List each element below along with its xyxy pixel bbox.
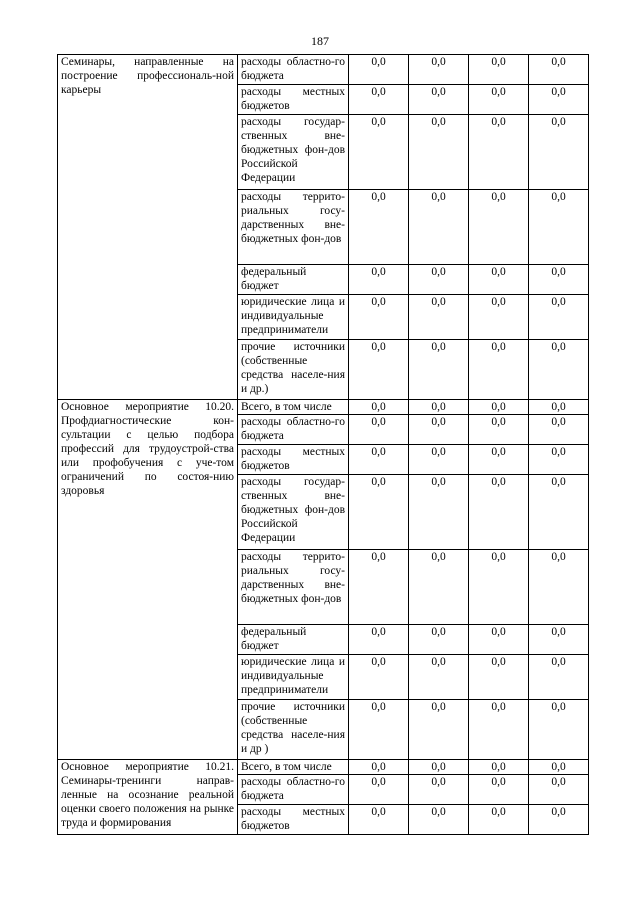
value-cell: 0,0	[469, 55, 529, 85]
value-cell: 0,0	[469, 760, 529, 775]
value-cell: 0,0	[349, 445, 409, 475]
value-cell: 0,0	[469, 445, 529, 475]
source-cell: расходы областно-го бюджета	[238, 415, 349, 445]
value-cell: 0,0	[349, 805, 409, 835]
value-cell: 0,0	[529, 295, 589, 340]
value-cell: 0,0	[469, 190, 529, 265]
source-cell: расходы областно-го бюджета	[238, 775, 349, 805]
value-cell: 0,0	[529, 340, 589, 400]
value-cell: 0,0	[349, 85, 409, 115]
value-cell: 0,0	[529, 265, 589, 295]
value-cell: 0,0	[409, 415, 469, 445]
value-cell: 0,0	[469, 400, 529, 415]
value-cell: 0,0	[469, 415, 529, 445]
value-cell: 0,0	[529, 775, 589, 805]
value-cell: 0,0	[469, 805, 529, 835]
source-cell: юридические лица и индивидуальные предприниматели	[238, 295, 349, 340]
value-cell: 0,0	[349, 115, 409, 190]
value-cell: 0,0	[349, 295, 409, 340]
value-cell: 0,0	[409, 190, 469, 265]
value-cell: 0,0	[409, 340, 469, 400]
value-cell: 0,0	[529, 760, 589, 775]
value-cell: 0,0	[409, 655, 469, 700]
value-cell: 0,0	[349, 700, 409, 760]
table-row	[58, 760, 589, 775]
value-cell: 0,0	[469, 115, 529, 190]
value-cell: 0,0	[409, 625, 469, 655]
table-row	[58, 400, 589, 415]
measure-cell: Основное мероприятие 10.20. Профдиагностические кон-сультации с целью подбора профессий для трудоустрой-ства или профобучения с уче-том ограничений по состоя-нию здоровья	[58, 400, 238, 760]
value-cell: 0,0	[349, 625, 409, 655]
value-cell: 0,0	[409, 400, 469, 415]
value-cell: 0,0	[529, 625, 589, 655]
value-cell: 0,0	[469, 340, 529, 400]
value-cell: 0,0	[409, 115, 469, 190]
value-cell: 0,0	[349, 655, 409, 700]
source-cell: федеральный бюджет	[238, 265, 349, 295]
value-cell: 0,0	[469, 265, 529, 295]
value-cell: 0,0	[529, 550, 589, 625]
value-cell: 0,0	[469, 655, 529, 700]
value-cell: 0,0	[529, 115, 589, 190]
value-cell: 0,0	[349, 415, 409, 445]
source-cell: Всего, в том числе	[238, 400, 349, 415]
value-cell: 0,0	[529, 655, 589, 700]
value-cell: 0,0	[349, 340, 409, 400]
value-cell: 0,0	[409, 550, 469, 625]
value-cell: 0,0	[409, 85, 469, 115]
source-cell: федеральный бюджет	[238, 625, 349, 655]
value-cell: 0,0	[409, 55, 469, 85]
value-cell: 0,0	[529, 445, 589, 475]
source-cell: расходы террито-риальных госу-дарственных вне-бюджетных фон-дов	[238, 550, 349, 625]
value-cell: 0,0	[349, 265, 409, 295]
value-cell: 0,0	[529, 700, 589, 760]
value-cell: 0,0	[409, 700, 469, 760]
value-cell: 0,0	[409, 760, 469, 775]
value-cell: 0,0	[409, 475, 469, 550]
value-cell: 0,0	[469, 295, 529, 340]
value-cell: 0,0	[349, 550, 409, 625]
page-number: 187	[311, 34, 329, 48]
value-cell: 0,0	[409, 295, 469, 340]
value-cell: 0,0	[409, 805, 469, 835]
value-cell: 0,0	[529, 400, 589, 415]
source-cell: прочие источники (собственные средства населе-ния и др )	[238, 700, 349, 760]
value-cell: 0,0	[469, 775, 529, 805]
value-cell: 0,0	[349, 55, 409, 85]
value-cell: 0,0	[349, 475, 409, 550]
value-cell: 0,0	[409, 775, 469, 805]
value-cell: 0,0	[469, 475, 529, 550]
value-cell: 0,0	[469, 550, 529, 625]
value-cell: 0,0	[349, 760, 409, 775]
value-cell: 0,0	[349, 775, 409, 805]
source-cell: Всего, в том числе	[238, 760, 349, 775]
measure-cell: Основное мероприятие 10.21. Семинары-тренинги направ-ленные на осознание реальной оценки своего положения на рынке труда и формирования	[58, 760, 238, 835]
source-cell: расходы местных бюджетов	[238, 85, 349, 115]
source-cell: расходы местных бюджетов	[238, 805, 349, 835]
value-cell: 0,0	[529, 415, 589, 445]
value-cell: 0,0	[529, 55, 589, 85]
source-cell: расходы областно-го бюджета	[238, 55, 349, 85]
measure-cell: Семинары, направленные на построение профессиональ-ной карьеры	[58, 55, 238, 400]
value-cell: 0,0	[409, 445, 469, 475]
value-cell: 0,0	[349, 400, 409, 415]
value-cell: 0,0	[529, 475, 589, 550]
value-cell: 0,0	[469, 700, 529, 760]
value-cell: 0,0	[409, 265, 469, 295]
value-cell: 0,0	[469, 625, 529, 655]
budget-table	[57, 54, 589, 835]
source-cell: юридические лица и индивидуальные предприниматели	[238, 655, 349, 700]
source-cell: расходы государ-ственных вне-бюджетных фон-дов Российской Федерации	[238, 475, 349, 550]
value-cell: 0,0	[529, 85, 589, 115]
value-cell: 0,0	[529, 805, 589, 835]
source-cell: расходы террито-риальных госу-дарственных вне-бюджетных фон-дов	[238, 190, 349, 265]
value-cell: 0,0	[469, 85, 529, 115]
source-cell: расходы местных бюджетов	[238, 445, 349, 475]
value-cell: 0,0	[349, 190, 409, 265]
source-cell: прочие источники (собственные средства населе-ния и др.)	[238, 340, 349, 400]
source-cell: расходы государ-ственных вне-бюджетных фон-дов Российской Федерации	[238, 115, 349, 190]
value-cell: 0,0	[529, 190, 589, 265]
table-row	[58, 55, 589, 85]
